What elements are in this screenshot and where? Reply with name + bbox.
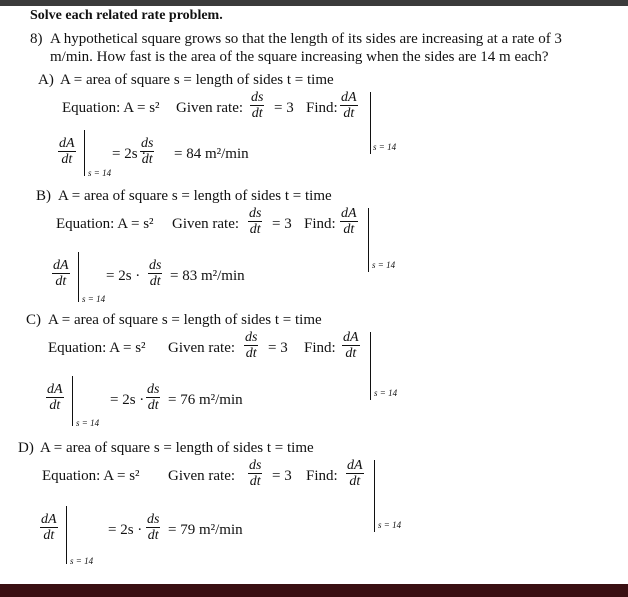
bottom-bar (0, 584, 628, 597)
option-letter: A) (38, 72, 54, 88)
option-definitions: A = area of square s = length of sides t = time (48, 312, 322, 328)
result-evaluation-condition: s = 14 (82, 294, 106, 304)
option-letter: D) (18, 440, 34, 456)
evaluation-condition: s = 14 (372, 260, 396, 270)
result-product: = 2s · (110, 392, 145, 408)
find-fraction-denominator: dt (345, 346, 357, 361)
result-ds-fraction-numerator: ds (141, 136, 154, 151)
result-ds-fraction-denominator: dt (149, 274, 161, 289)
given-rate-value: = 3 (272, 468, 292, 484)
evaluation-bar (370, 332, 371, 400)
result-da-fraction-denominator: dt (61, 152, 73, 167)
evaluation-condition: s = 14 (378, 520, 402, 530)
find-fraction-denominator: dt (349, 474, 361, 489)
result-value: = 83 m²/min (170, 268, 245, 284)
result-da-fraction (58, 136, 76, 167)
result-da-fraction-denominator: dt (55, 274, 67, 289)
evaluation-bar (368, 208, 369, 272)
result-da-fraction-denominator: dt (43, 528, 55, 543)
result-da-fraction (52, 258, 70, 289)
result-ds-fraction-numerator: ds (147, 512, 160, 527)
equation-label: Equation: A = s² (42, 468, 140, 484)
result-da-fraction-numerator: dA (53, 258, 69, 273)
given-rate-label: Given rate: (172, 216, 240, 232)
given-rate-fraction-denominator: dt (249, 222, 261, 237)
result-product: = 2s · (108, 522, 143, 538)
evaluation-condition: s = 14 (373, 142, 397, 152)
result-value: = 79 m²/min (168, 522, 243, 538)
given-rate-label: Given rate: (176, 100, 244, 116)
worksheet-heading: Solve each related rate problem. (30, 8, 223, 23)
result-da-fraction-numerator: dA (41, 512, 57, 527)
find-fraction-numerator: dA (341, 90, 357, 105)
given-rate-fraction (248, 458, 262, 489)
result-ds-fraction (146, 382, 160, 413)
result-da-fraction-denominator: dt (49, 398, 61, 413)
find-fraction-numerator: dA (347, 458, 363, 473)
result-evaluation-condition: s = 14 (70, 556, 94, 566)
evaluation-bar (374, 460, 375, 532)
find-fraction (342, 330, 360, 361)
given-rate-fraction-numerator: ds (249, 458, 262, 473)
equation-label: Equation: A = s² (56, 216, 154, 232)
option-definitions: A = area of square s = length of sides t = time (58, 188, 332, 204)
given-rate-fraction-denominator: dt (251, 106, 263, 121)
result-ds-fraction (140, 136, 154, 167)
result-product: = 2s · (106, 268, 141, 284)
result-da-fraction-numerator: dA (47, 382, 63, 397)
result-value: = 76 m²/min (168, 392, 243, 408)
result-ds-fraction-denominator: dt (147, 528, 159, 543)
result-evaluation-condition: s = 14 (76, 418, 100, 428)
find-fraction (340, 90, 358, 121)
option-letter: C) (26, 312, 41, 328)
find-label: Find: (304, 216, 336, 232)
given-rate-fraction-denominator: dt (249, 474, 261, 489)
given-rate-label: Given rate: (168, 468, 236, 484)
given-rate-label: Given rate: (168, 340, 236, 356)
find-label: Find: (306, 468, 338, 484)
equation-label: Equation: A = s² (62, 100, 160, 116)
result-ds-fraction-numerator: ds (147, 382, 160, 397)
evaluation-condition: s = 14 (374, 388, 398, 398)
equation-label: Equation: A = s² (48, 340, 146, 356)
option-definitions: A = area of square s = length of sides t = time (60, 72, 334, 88)
problem-text-line1: A hypothetical square grows so that the length of its sides are increasing at a rate of 3 (50, 31, 562, 47)
result-evaluation-bar (78, 252, 79, 302)
find-fraction (346, 458, 364, 489)
given-rate-value: = 3 (274, 100, 294, 116)
find-label: Find: (304, 340, 336, 356)
problem-text-line2: m/min. How fast is the area of the square increasing when the sides are 14 m each? (50, 49, 549, 65)
find-fraction-denominator: dt (343, 106, 355, 121)
find-fraction (340, 206, 358, 237)
given-rate-value: = 3 (272, 216, 292, 232)
result-ds-fraction (146, 512, 160, 543)
result-evaluation-bar (72, 376, 73, 426)
result-ds-fraction-numerator: ds (149, 258, 162, 273)
worksheet-page (0, 6, 628, 584)
given-rate-value: = 3 (268, 340, 288, 356)
result-evaluation-condition: s = 14 (88, 168, 112, 178)
option-letter: B) (36, 188, 51, 204)
option-definitions: A = area of square s = length of sides t = time (40, 440, 314, 456)
find-fraction-numerator: dA (341, 206, 357, 221)
given-rate-fraction (244, 330, 258, 361)
result-da-fraction (46, 382, 64, 413)
find-label: Find: (306, 100, 338, 116)
find-fraction-numerator: dA (343, 330, 359, 345)
find-fraction-denominator: dt (343, 222, 355, 237)
result-ds-fraction (148, 258, 162, 289)
result-ds-fraction-denominator: dt (147, 398, 159, 413)
given-rate-fraction-numerator: ds (245, 330, 258, 345)
evaluation-bar (370, 92, 371, 154)
result-da-fraction-numerator: dA (59, 136, 75, 151)
given-rate-fraction (248, 206, 262, 237)
result-ds-fraction-denominator: dt (141, 152, 153, 167)
given-rate-fraction-denominator: dt (245, 346, 257, 361)
given-rate-fraction-numerator: ds (251, 90, 264, 105)
result-evaluation-bar (66, 506, 67, 564)
result-evaluation-bar (84, 130, 85, 176)
given-rate-fraction (250, 90, 264, 121)
result-value: = 84 m²/min (174, 146, 249, 162)
given-rate-fraction-numerator: ds (249, 206, 262, 221)
problem-number: 8) (30, 31, 43, 47)
result-da-fraction (40, 512, 58, 543)
result-product: = 2s · (112, 146, 147, 162)
